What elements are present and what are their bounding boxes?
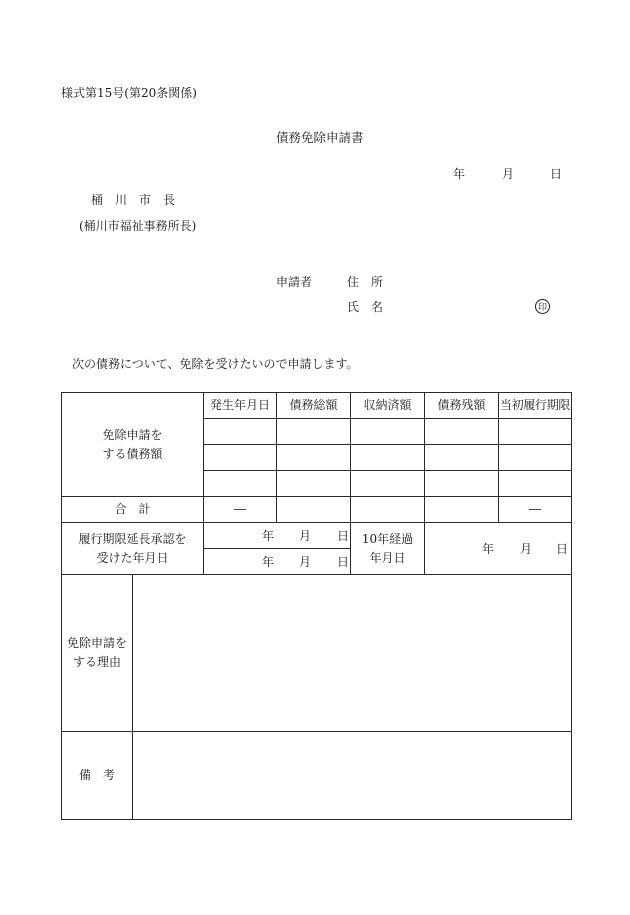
name-label: 氏 名 [347,300,384,314]
exemption-reason-label [62,575,132,731]
seal-text: 印 [537,303,547,313]
extension-label-line2: 受けた年月日 [96,550,169,565]
extension-date1-day: 日 [337,529,350,543]
page-title: 債務免除申請書 [276,130,364,145]
extension-label-line1: 履行期限延長承認を [78,531,187,546]
addressee-sub: (桶川市福祉事務所長) [79,219,197,233]
total-dash-occurrence-date: ― [234,502,246,517]
extension-date1-month: 月 [299,529,312,543]
ten-year-label-line1: 10年経過 [361,531,414,546]
extension-date2-month: 月 [299,555,312,569]
column-line [132,574,133,820]
intro-sentence: 次の債務について、免除を受けたいので申請します。 [72,357,359,371]
date-month-label: 月 [502,167,515,181]
ten-year-date-year: 年 [482,542,495,556]
applicant-label: 申請者 [276,275,313,289]
row-line [61,574,572,575]
extension-date2-day: 日 [337,555,350,569]
row-line [203,548,350,549]
col-header-paid-amount: 収納済額 [363,398,412,413]
extension-approval-label [62,523,203,574]
ten-year-date-day: 日 [556,542,569,556]
table-border-bottom [61,819,572,820]
reason-label-line1: 免除申請を [66,636,127,651]
seal-mark [535,299,550,314]
debt-exemption-table [61,392,572,820]
debt-label-line1: 免除申請を [102,427,163,442]
extension-date1-year: 年 [262,529,275,543]
ten-year-date-month: 月 [520,542,533,556]
form-number: 様式第15号(第20条関係) [61,86,197,100]
debt-label-line2: する債務額 [102,446,163,461]
debt-amount-label [62,393,203,496]
reason-label-line2: する理由 [72,655,121,669]
col-header-original-deadline: 当初履行期限 [499,398,571,413]
column-line [424,392,425,574]
total-label: 合 計 [114,502,151,517]
address-label: 住 所 [347,275,384,289]
column-line [203,392,204,574]
col-header-occurrence-date: 発生年月日 [209,398,270,413]
ten-year-label [351,523,424,574]
total-dash-original-deadline: ― [529,502,541,517]
extension-date2-year: 年 [262,555,275,569]
col-header-remaining-debt: 債務残額 [437,398,486,413]
table-border-right [571,392,572,820]
date-year-label: 年 [453,167,466,181]
row-line [203,470,572,471]
row-line [203,418,572,419]
row-line [61,731,572,732]
addressee: 桶 川 市 長 [91,193,176,207]
date-day-label: 日 [550,167,563,181]
row-line [203,444,572,445]
ten-year-label-line2: 年月日 [369,550,406,565]
remarks-label: 備 考 [78,768,115,783]
col-header-total-debt: 債務総額 [289,398,338,413]
